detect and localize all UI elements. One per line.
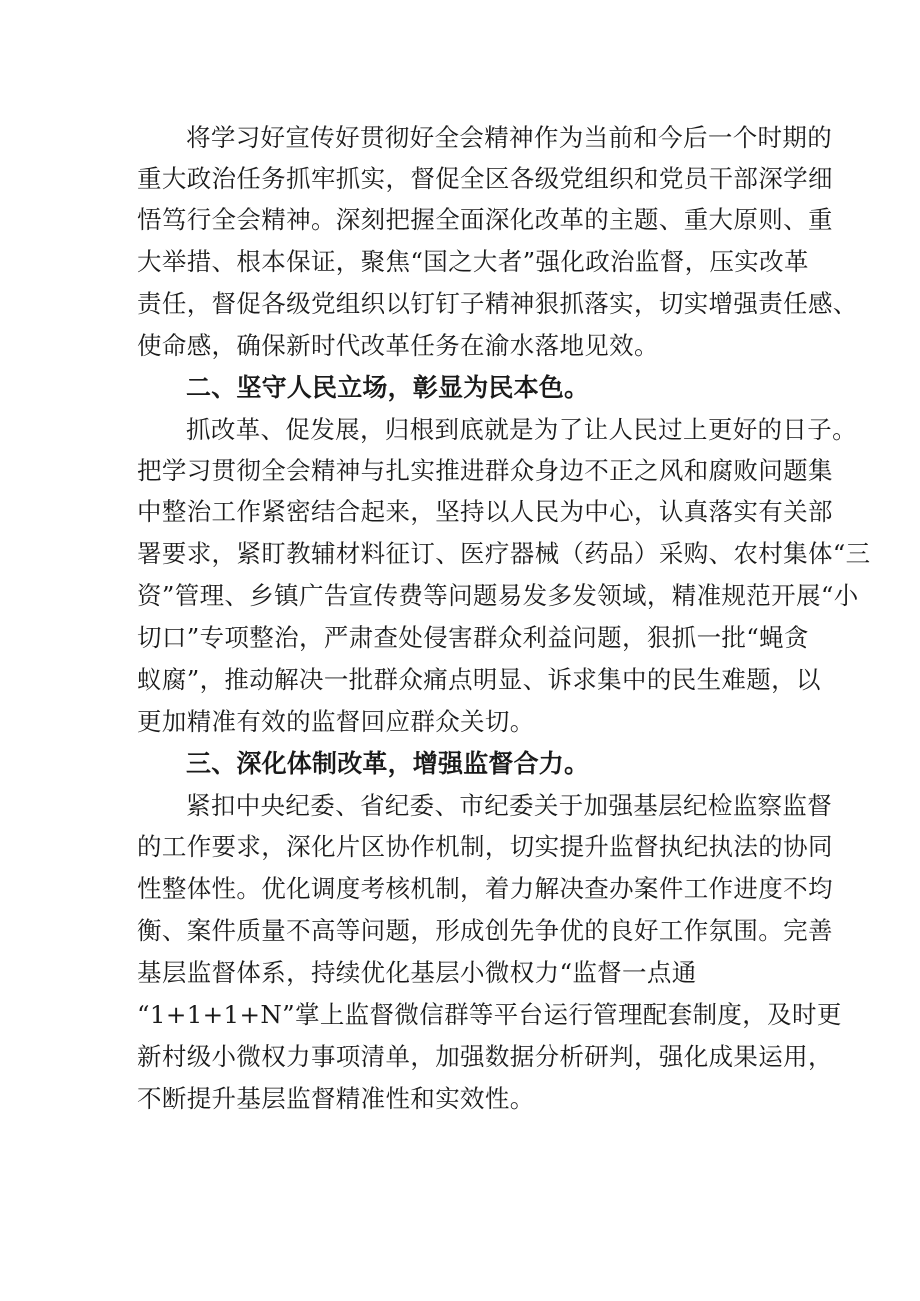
paragraph-1-line-1: 将学习好宣传好贯彻好全会精神作为当前和今后一个时期的 [186, 123, 833, 152]
paragraph-3-line-2: 的工作要求，深化片区协作机制，切实提升监督执纪执法的协同 [137, 832, 833, 861]
paragraph-2-line-3: 中整治工作紧密结合起来，坚持以人民为中心，认真落实有关部 [137, 497, 833, 526]
paragraph-2-line-8: 更加精准有效的监督回应群众关切。 [137, 707, 535, 736]
paragraph-3-line-3: 性整体性。优化调度考核机制，着力解决查办案件工作进度不均 [137, 874, 833, 903]
paragraph-2-line-7: 蚁腐”，推动解决一批群众痛点明显、诉求集中的民生难题，以 [137, 665, 821, 694]
paragraph-2-line-5: 资”管理、乡镇广告宣传费等问题易发多发领域，精准规范开展“小 [137, 581, 859, 610]
paragraph-3-line-7: 新村级小微权力事项清单，加强数据分析研判，强化成果运用， [137, 1042, 833, 1071]
paragraph-3-line-4: 衡、案件质量不高等问题，形成创先争优的良好工作氛围。完善 [137, 916, 833, 945]
paragraph-3-line-6: “1+1+1+N”掌上监督微信群等平台运行管理配套制度，及时更 [137, 1000, 842, 1029]
paragraph-1-line-5: 责任，督促各级党组织以钉钉子精神狠抓落实，切实增强责任感、 [137, 289, 858, 318]
paragraph-2-line-1: 抓改革、促发展，归根到底就是为了让人民过上更好的日子。 [186, 415, 857, 444]
paragraph-2-line-6: 切口”专项整治，严肃查处侵害群众利益问题，狠抓一批“蝇贪 [137, 623, 809, 652]
paragraph-2-line-2: 把学习贯彻全会精神与扎实推进群众身边不正之风和腐败问题集 [137, 456, 833, 485]
paragraph-1-line-4: 大举措、根本保证，聚焦“国之大者”强化政治监督，压实改革 [137, 247, 809, 276]
paragraph-1-line-3: 悟笃行全会精神。深刻把握全面深化改革的主题、重大原则、重 [137, 205, 833, 234]
paragraph-2-line-4: 署要求，紧盯教辅材料征订、医疗器械（药品）采购、农村集体“三 [137, 539, 871, 568]
paragraph-1-line-2: 重大政治任务抓牢抓实，督促全区各级党组织和党员干部深学细 [137, 164, 833, 193]
section-heading-3: 三、深化体制改革，增强监督合力。 [186, 749, 590, 778]
paragraph-3-line-5: 基层监督体系，持续优化基层小微权力“监督一点通 [137, 958, 697, 987]
paragraph-3-line-1: 紧扣中央纪委、省纪委、市纪委关于加强基层纪检监察监督 [186, 791, 833, 820]
paragraph-3-line-8: 不断提升基层监督精准性和实效性。 [137, 1084, 535, 1113]
paragraph-1-line-6: 使命感，确保新时代改革任务在渝水落地见效。 [137, 331, 659, 360]
section-heading-2: 二、坚守人民立场，彰显为民本色。 [186, 373, 590, 402]
